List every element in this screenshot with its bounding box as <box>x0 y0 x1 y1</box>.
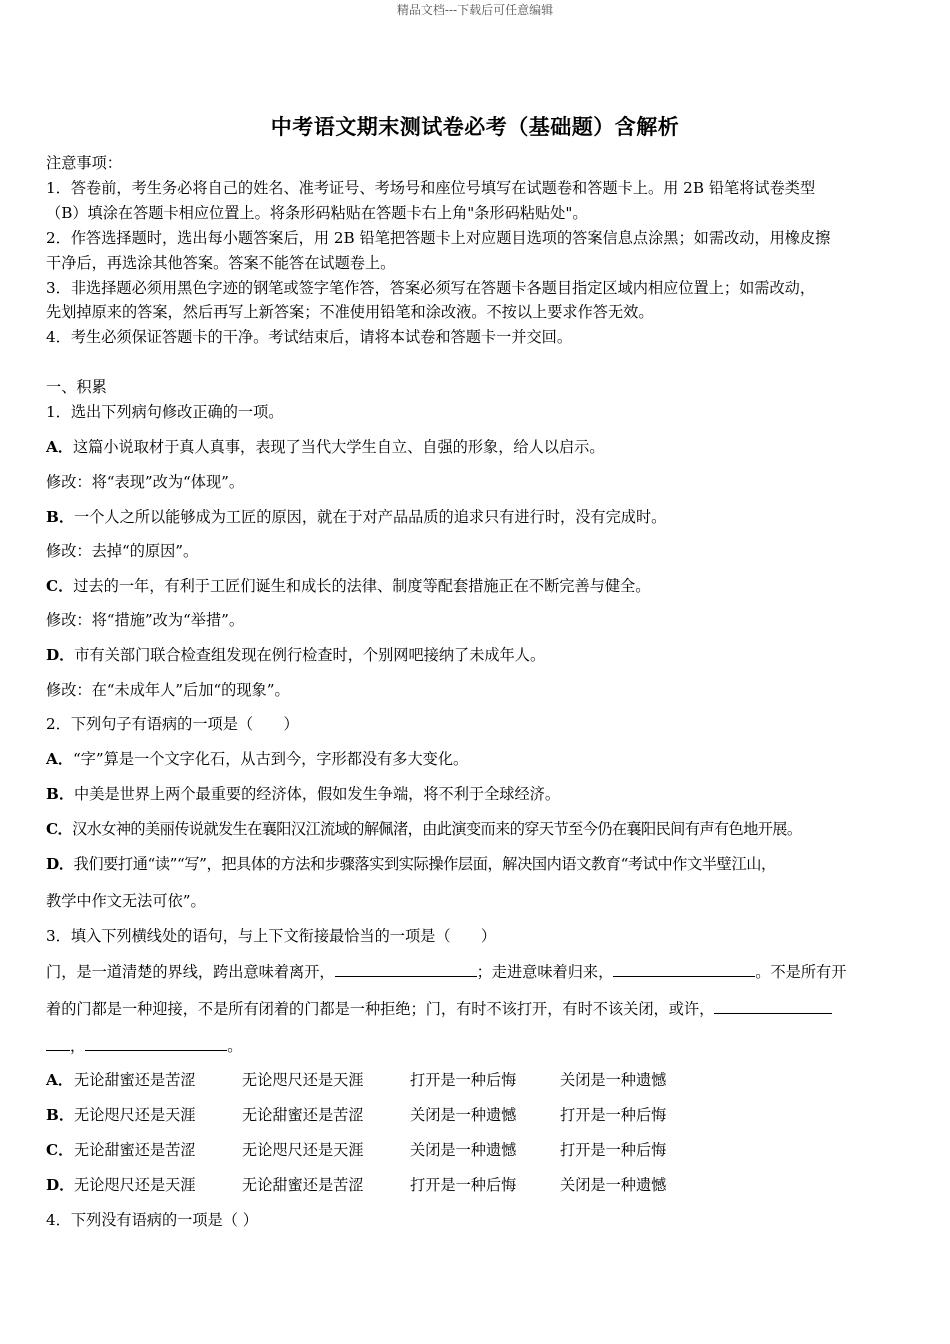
option-text: 无论咫尺还是天涯 <box>74 1106 196 1124</box>
q3-option-b <box>46 1105 666 1125</box>
option-text: 市有关部门联合检查组发现在例行检查时，个别网吧接纳了未成年人。 <box>74 646 546 664</box>
q2-option-d-cont: 教学中作文无法可依”。 <box>46 892 206 910</box>
option-text: 这篇小说取材于真人真事，表现了当代大学生自立、自强的形象，给人以启示。 <box>72 438 605 456</box>
option-label: C． <box>46 577 74 595</box>
option-text: 一个人之所以能够成为工匠的原因，就在于对产品品质的追求只有进行时，没有完成时。 <box>74 508 667 526</box>
option-text: 关闭是一种遗憾 <box>560 1176 667 1194</box>
answer-blank <box>46 1035 70 1051</box>
q3-option-c <box>46 1140 666 1160</box>
option-label: A． <box>46 750 73 768</box>
option-text: “字”算是一个文字化石，从古到今，字形都没有多大变化。 <box>72 750 469 768</box>
q1-option-b <box>46 507 666 527</box>
answer-blank <box>613 961 755 977</box>
option-text: 汉水女神的美丽传说就发生在襄阳汉江流域的解佩渚，由此演变而来的穿天节至今仍在襄阳民间有声有色地开展。 <box>72 820 802 838</box>
option-label: A． <box>46 1071 73 1089</box>
page-header-note: 精品文档---下载后可任意编辑 <box>396 3 554 17</box>
option-label: B． <box>46 508 75 526</box>
notice-line-3: 2．作答选择题时，选出每小题答案后，用 2B 铅笔把答题卡上对应题目选项的答案信息点涂黑；如需改动，用橡皮擦 <box>46 229 831 247</box>
option-label: D． <box>46 646 75 664</box>
option-text: 无论甜蜜还是苦涩 <box>242 1106 364 1124</box>
q3-stem: 3．填入下列横线处的语句，与上下文衔接最恰当的一项是（ ） <box>46 927 497 945</box>
notice-line-1: 1．答卷前，考生务必将自己的姓名、准考证号、考场号和座位号填写在试题卷和答题卡上。用 2B 铅笔将试卷类型 <box>46 179 816 197</box>
option-text: 过去的一年，有利于工匠们诞生和成长的法律、制度等配套措施正在不断完善与健全。 <box>73 577 651 595</box>
option-text: 打开是一种后悔 <box>410 1176 517 1194</box>
answer-blank <box>335 961 477 977</box>
option-label: D． <box>46 855 74 873</box>
q1-fix-b: 修改：去掉“的原因”。 <box>46 542 199 560</box>
option-text: 无论甜蜜还是苦涩 <box>74 1141 196 1159</box>
passage-text: 着的门都是一种迎接，不是所有闭着的门都是一种拒绝；门，有时不该打开，有时不该关闭，或许， <box>46 1000 715 1018</box>
q3-option-a <box>46 1070 666 1090</box>
passage-text: ；走进意味着归来， <box>476 963 614 981</box>
option-text: 无论咫尺还是天涯 <box>242 1071 364 1089</box>
option-label: C． <box>46 820 73 838</box>
option-text: 打开是一种后悔 <box>560 1106 667 1124</box>
option-text: 我们要打通“读”“写”，把具体的方法和步骤落实到实际操作层面，解决国内语文教育“考试中作文半壁江山， <box>73 855 776 873</box>
q3-option-d <box>46 1175 666 1195</box>
option-text: 无论甜蜜还是苦涩 <box>74 1071 196 1089</box>
notice-line-7: 4．考生必须保证答题卡的干净。考试结束后，请将本试卷和答题卡一并交回。 <box>46 328 573 346</box>
q1-option-c <box>46 576 650 596</box>
option-text: 关闭是一种遗憾 <box>410 1106 517 1124</box>
option-label: D． <box>46 1176 75 1194</box>
section-heading: 一、积累 <box>46 378 107 396</box>
option-text: 无论咫尺还是天涯 <box>74 1176 196 1194</box>
q1-option-a <box>46 437 605 457</box>
notice-line-2: （B）填涂在答题卡相应位置上。将条形码粘贴在答题卡右上角"条形码粘贴处"。 <box>46 204 588 222</box>
q3-passage-line-2 <box>46 998 832 1019</box>
q3-passage-line-1 <box>46 961 846 982</box>
option-text: 关闭是一种遗憾 <box>410 1141 517 1159</box>
option-text: 中美是世界上两个最重要的经济体，假如发生争端，将不利于全球经济。 <box>74 785 561 803</box>
option-label: A． <box>46 438 73 456</box>
passage-text: 门，是一道清楚的界线，跨出意味着离开， <box>46 963 335 981</box>
option-text: 无论咫尺还是天涯 <box>242 1141 364 1159</box>
q2-option-a <box>46 749 468 769</box>
option-text: 打开是一种后悔 <box>410 1071 517 1089</box>
q1-option-d <box>46 645 545 665</box>
q2-option-c <box>46 819 801 839</box>
q1-stem: 1．选出下列病句修改正确的一项。 <box>46 403 284 421</box>
notice-line-6: 先划掉原来的答案，然后再写上新答案；不准使用铅笔和涂改液。不按以上要求作答无效。 <box>46 303 654 321</box>
q1-fix-d: 修改：在“未成年人”后加“的现象”。 <box>46 681 290 699</box>
passage-text: ， <box>70 1037 86 1055</box>
option-text: 关闭是一种遗憾 <box>560 1071 667 1089</box>
option-text: 打开是一种后悔 <box>560 1141 667 1159</box>
q3-passage-line-3 <box>46 1035 242 1056</box>
q2-option-d <box>46 854 776 874</box>
notice-line-4: 干净后，再选涂其他答案。答案不能答在试题卷上。 <box>46 254 396 272</box>
notice-heading: 注意事项： <box>46 154 122 172</box>
q2-option-b <box>46 784 560 804</box>
q1-fix-c: 修改：将“措施”改为“举措”。 <box>46 611 245 629</box>
option-label: C． <box>46 1141 74 1159</box>
q4-stem: 4．下列没有语病的一项是（ ） <box>46 1211 258 1229</box>
option-text: 无论甜蜜还是苦涩 <box>242 1176 364 1194</box>
q2-stem: 2．下列句子有语病的一项是（ ） <box>46 715 299 733</box>
answer-blank <box>85 1035 227 1051</box>
option-label: B． <box>46 1106 75 1124</box>
answer-blank <box>714 998 832 1014</box>
passage-text: 。不是所有开 <box>755 963 847 981</box>
option-label: B． <box>46 785 75 803</box>
document-title: 中考语文期末测试卷必考（基础题）含解析 <box>270 115 680 139</box>
passage-text: 。 <box>227 1037 243 1055</box>
q1-fix-a: 修改：将“表现”改为“体现”。 <box>46 473 245 491</box>
notice-line-5: 3．非选择题必须用黑色字迹的钢笔或签字笔作答，答案必须写在答题卡各题目指定区域内相应位置上；如需改动， <box>46 279 816 297</box>
